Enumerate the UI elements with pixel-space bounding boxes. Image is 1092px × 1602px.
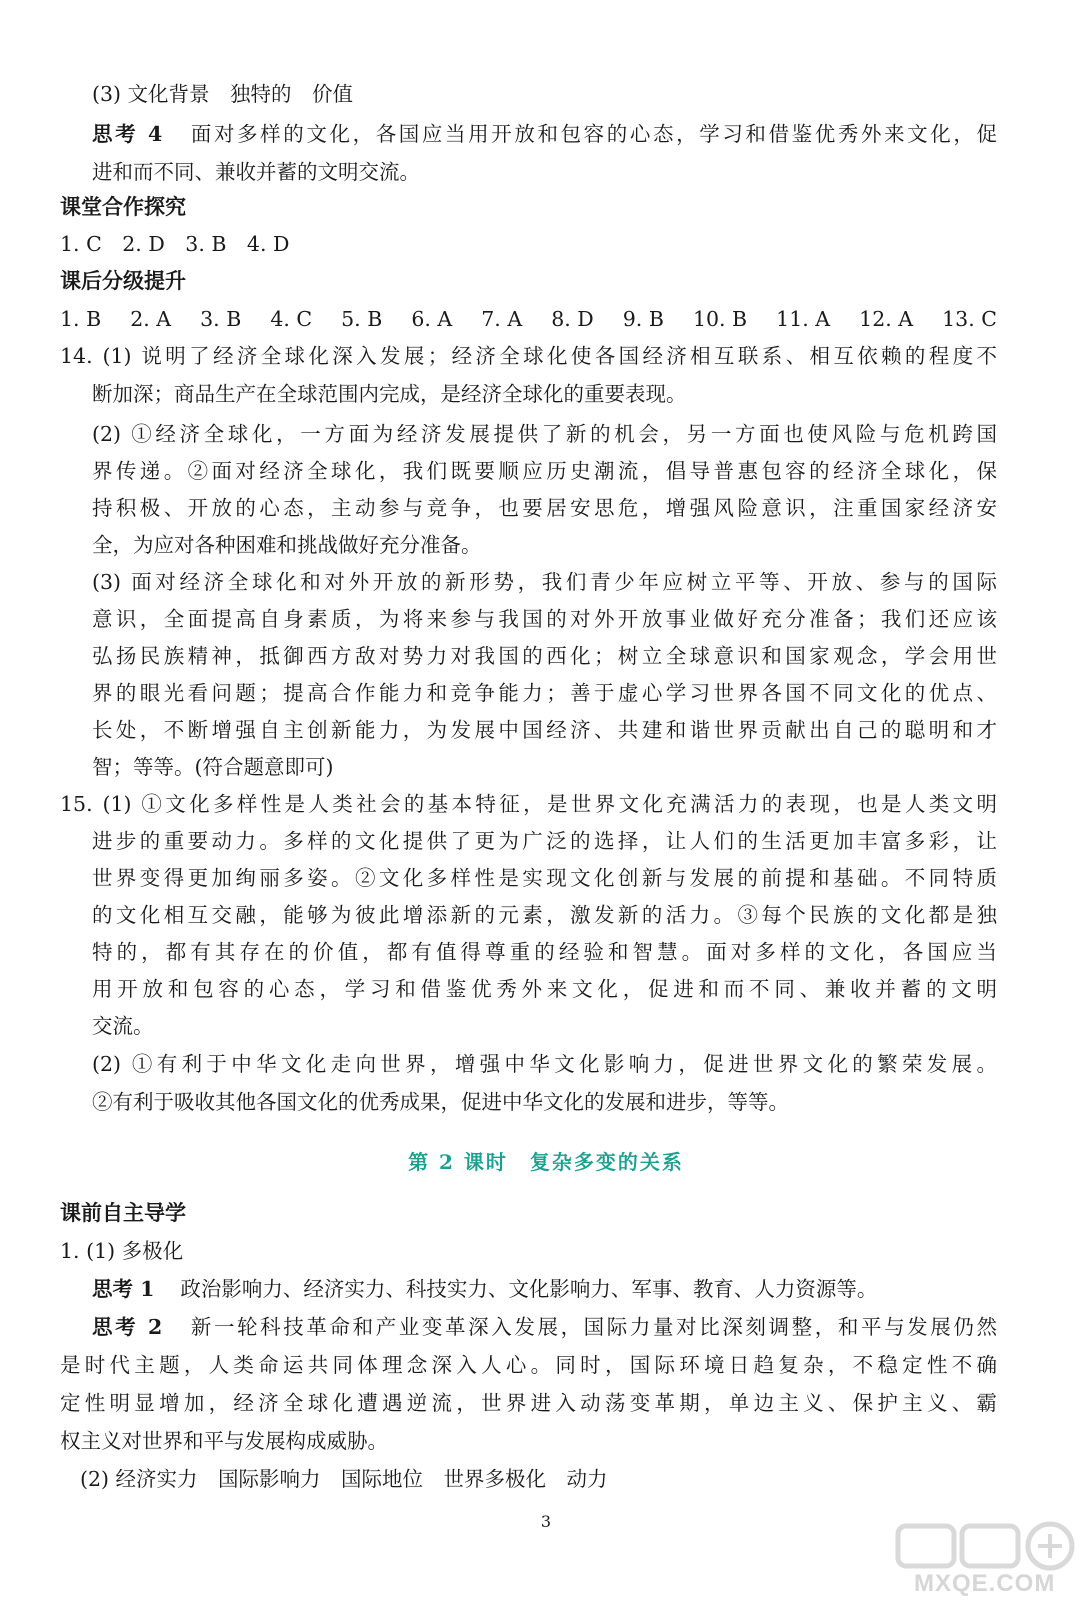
section-heading: 课前自主导学 [60, 1200, 186, 1225]
text-line: 世界变得更加绚丽多姿。②文化多样性是实现文化创新与发展的前提和基础。不同特质 [92, 866, 997, 890]
answer-item: 7. A [481, 307, 523, 331]
text-span: 面对多样的文化，各国应当用开放和包容的心态，学习和借鉴优秀外来文化，促 [188, 122, 998, 146]
answer-item: 10. B [692, 307, 748, 331]
text-line: 进步的重要动力。多样的文化提供了更为广泛的选择，让人们的生活更加丰富多彩，让 [92, 829, 997, 853]
answer-item: 2. A [130, 307, 172, 331]
text-line: 弘扬民族精神，抵御西方敌对势力对我国的西化；树立全球意识和国家观念，学会用世 [92, 644, 997, 668]
text-line: 意识，全面提高自身素质，为将来参与我国的对外开放事业做好充分准备；我们还应该 [92, 607, 997, 631]
lesson-subtitle: 第 2 课时 复杂多变的关系 [408, 1150, 684, 1174]
text-line [92, 120, 997, 148]
text-line: 1. C 2. D 3. B 4. D [60, 232, 290, 256]
answer-item: 9. B [622, 307, 664, 331]
text-line: 界的眼光看问题；提高合作能力和竞争能力；善于虚心学习世界各国不同文化的优点、 [92, 681, 997, 705]
text-line: 进和而不同、兼收并蓄的文明交流。 [92, 160, 420, 184]
answer-item: 12. A [859, 307, 914, 331]
think-label: 思考 1 [92, 1277, 155, 1301]
answer-item: 1. B [60, 307, 102, 331]
text-line: (3) 文化背景 独特的 价值 [92, 82, 354, 106]
text-line: 长处，不断增强自主创新能力，为发展中国经济、共建和谐世界贡献出自己的聪明和才 [92, 718, 997, 742]
page-number: 3 [540, 1512, 552, 1531]
text-line: 特的，都有其存在的价值，都有值得尊重的经验和智慧。面对多样的文化，各国应当 [92, 940, 997, 964]
answer-item: 4. C [270, 307, 313, 331]
text-line: (2) ①经济全球化，一方面为经济发展提供了新的机会，另一方面也使风险与危机跨国 [92, 422, 997, 446]
watermark-logo [890, 1520, 1090, 1598]
answer-item: 3. B [200, 307, 242, 331]
answer-item: 13. C [942, 307, 997, 331]
answer-item: 6. A [411, 307, 453, 331]
text-line: (2) 经济实力 国际影响力 国际地位 世界多极化 动力 [80, 1467, 608, 1491]
answer-item: 8. D [551, 307, 594, 331]
section-heading: 课后分级提升 [60, 268, 186, 293]
think-label: 思考 2 [92, 1315, 163, 1339]
text-line [92, 1313, 997, 1341]
text-line: 全，为应对各种困难和挑战做好充分准备。 [92, 533, 482, 557]
text-line: 是时代主题，人类命运共同体理念深入人心。同时，国际环境日趋复杂，不稳定性不确 [60, 1353, 997, 1377]
text-span: 政治影响力、经济实力、科技实力、文化影响力、军事、教育、人力资源等。 [180, 1277, 878, 1301]
text-line: 界传递。②面对经济全球化，我们既要顺应历史潮流，倡导普惠包容的经济全球化，保 [92, 459, 997, 483]
text-line: 15. (1) ①文化多样性是人类社会的基本特征，是世界文化充满活力的表现，也是人类文明 [60, 792, 997, 816]
answer-row [60, 305, 997, 333]
text-line: 的文化相互交融，能够为彼此增添新的元素，激发新的活力。③每个民族的文化都是独 [92, 903, 997, 927]
text-line [92, 1275, 877, 1303]
text-line: 持积极、开放的心态，主动参与竞争，也要居安思危，增强风险意识，注重国家经济安 [92, 496, 997, 520]
text-line: 智；等等。(符合题意即可) [92, 755, 334, 779]
text-line: 14. (1) 说明了经济全球化深入发展；经济全球化使各国经济相互联系、相互依赖的程度不 [60, 344, 997, 368]
think-label: 思考 4 [92, 122, 163, 146]
text-line: 权主义对世界和平与发展构成威胁。 [60, 1429, 388, 1453]
text-line: 1. (1) 多极化 [60, 1239, 184, 1263]
text-line: 交流。 [92, 1014, 154, 1038]
text-line: (2) ①有利于中华文化走向世界，增强中华文化影响力，促进世界文化的繁荣发展。 [92, 1052, 997, 1076]
text-line: ②有利于吸收其他各国文化的优秀成果，促进中华文化的发展和进步，等等。 [92, 1090, 789, 1114]
answer-item: 11. A [776, 307, 831, 331]
section-heading: 课堂合作探究 [60, 194, 186, 219]
watermark-text: MXQE.COM [914, 1570, 1056, 1597]
answer-item: 5. B [341, 307, 383, 331]
text-line: (3) 面对经济全球化和对外开放的新形势，我们青少年应树立平等、开放、参与的国际 [92, 570, 997, 594]
text-line: 定性明显增加，经济全球化遭遇逆流，世界进入动荡变革期，单边主义、保护主义、霸 [60, 1391, 997, 1415]
text-line: 断加深；商品生产在全球范围内完成，是经济全球化的重要表现。 [92, 382, 687, 406]
text-line: 用开放和包容的心态，学习和借鉴优秀外来文化，促进和而不同、兼收并蓄的文明 [92, 977, 997, 1001]
text-span: 新一轮科技革命和产业变革深入发展，国际力量对比深刻调整，和平与发展仍然 [188, 1315, 998, 1339]
